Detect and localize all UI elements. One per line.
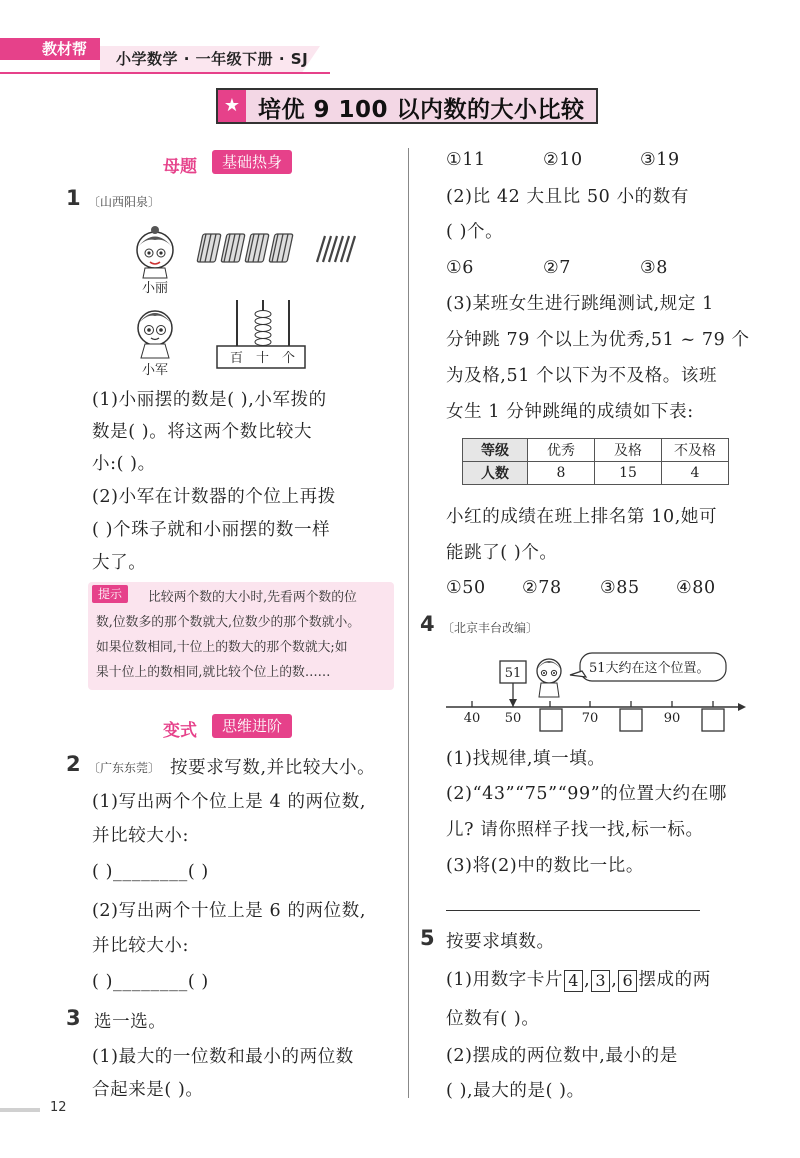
- section-pill-variant: 思维进阶: [212, 714, 292, 738]
- column-divider: [408, 148, 409, 1098]
- boy-icon: [138, 311, 172, 358]
- question-source-2: 〔广东东莞〕: [88, 761, 161, 775]
- q3-part3-line-4: 女生 1 分钟跳绳的成绩如下表:: [446, 402, 694, 422]
- q2-line-2: 并比较大小:: [92, 826, 189, 846]
- answer-box: [540, 709, 562, 731]
- q3-stem: 选一选。: [94, 1012, 167, 1032]
- q3-part2-line-1: (2)比 42 大且比 50 小的数有: [446, 187, 689, 207]
- q4-line-1: (1)找规律,填一填。: [446, 749, 606, 769]
- number-card: 6: [618, 970, 637, 992]
- q5-line-1-a: (1)用数字卡片: [446, 970, 564, 990]
- girl-icon: [137, 226, 173, 278]
- tick-label: 40: [463, 711, 481, 726]
- q1-line-6: 大了。: [92, 553, 147, 573]
- abacus-icon: [217, 300, 305, 368]
- abacus-label-ones: 个: [282, 351, 296, 366]
- q2-line-5: 并比较大小:: [92, 936, 189, 956]
- q1-line-1: (1)小丽摆的数是( ),小军拨的: [92, 390, 327, 410]
- q2-line-3: ( )________( ): [92, 862, 209, 882]
- q5-line-1-b: 摆成的两: [638, 970, 711, 990]
- table-cell: 15: [595, 462, 662, 485]
- q1-illustration: [125, 220, 365, 380]
- header-rule: [0, 72, 330, 74]
- number-card: 3: [591, 970, 610, 992]
- q5-line-1: (1)用数字卡片 4 , 3 , 6 摆成的两: [446, 970, 711, 990]
- q4-line-4: (3)将(2)中的数比一比。: [446, 856, 644, 876]
- q3-part3-line-2: 分钟跳 79 个以上为优秀,51 ~ 79 个: [446, 330, 750, 350]
- girl-icon: [537, 659, 561, 697]
- subject-label: 小学数学 · 一年级下册 · SJ: [116, 50, 309, 68]
- answer-box: [620, 709, 642, 731]
- q3-option-1-1: ①11: [446, 150, 486, 170]
- q1-line-3: 小:( )。: [92, 454, 156, 474]
- q1-line-5: ( )个珠子就和小丽摆的数一样: [92, 520, 331, 540]
- q3-line-2: 合起来是( )。: [92, 1080, 204, 1100]
- question-number-2: 2: [66, 752, 81, 776]
- stick-bundle-icon: [197, 234, 293, 262]
- q3-part2-line-2: ( )个。: [446, 222, 504, 242]
- q3-option-3-4: ④80: [676, 578, 716, 598]
- question-number-3: 3: [66, 1006, 81, 1030]
- brand-badge: 教材帮: [0, 38, 100, 60]
- q4-line-2: (2)“43”“75”“99”的位置大约在哪: [446, 784, 727, 804]
- section-main-basic: 母题: [163, 157, 197, 177]
- q2-stem: 按要求写数,并比较大小。: [170, 758, 376, 778]
- section-main-variant: 变式: [163, 721, 197, 741]
- table-header-cell: 等级: [463, 439, 528, 462]
- answer-line: [446, 910, 700, 911]
- q5-line-2: 位数有( )。: [446, 1009, 540, 1029]
- q3-option-2-1: ①6: [446, 258, 475, 278]
- table-cell: 4: [662, 462, 729, 485]
- girl-name: 小丽: [142, 281, 169, 296]
- q3-part3b-line-1: 小红的成绩在班上排名第 10,她可: [446, 507, 718, 527]
- question-source-1: 〔山西阳泉〕: [88, 195, 161, 209]
- speech-text: 51大约在这个位置。: [589, 661, 710, 676]
- tip-line-3: 如果位数相同,十位上的数大的那个数就大;如: [96, 640, 348, 655]
- question-number-4: 4: [420, 612, 435, 636]
- q3-option-2-3: ③8: [640, 258, 669, 278]
- q2-line-4: (2)写出两个十位上是 6 的两位数,: [92, 901, 367, 921]
- table-header-cell: 优秀: [528, 439, 595, 462]
- tip-label: 提示: [92, 585, 128, 603]
- tip-line-4: 果十位上的数相同,就比较个位上的数……: [96, 665, 331, 680]
- question-number-1: 1: [66, 186, 81, 210]
- table-header-cell: 及格: [595, 439, 662, 462]
- q1-line-4: (2)小军在计数器的个位上再拨: [92, 487, 336, 507]
- abacus-label-hundreds: 百: [230, 351, 244, 366]
- star-icon: ★: [218, 90, 246, 122]
- number-line: [440, 645, 750, 735]
- question-number-5: 5: [420, 926, 435, 950]
- q3-option-1-3: ③19: [640, 150, 680, 170]
- q3-option-3-2: ②78: [522, 578, 562, 598]
- marker-label: 51: [504, 666, 522, 681]
- table-row: [463, 439, 729, 462]
- q3-part3-line-1: (3)某班女生进行跳绳测试,规定 1: [446, 294, 714, 314]
- q2-line-1: (1)写出两个个位上是 4 的两位数,: [92, 792, 367, 812]
- q5-line-3: (2)摆成的两位数中,最小的是: [446, 1046, 678, 1066]
- tip-line-1: 比较两个数的大小时,先看两个数的位: [148, 590, 357, 605]
- table-header-cell: 不及格: [662, 439, 729, 462]
- tip-line-2: 数,位数多的那个数就大,位数少的那个数就小。: [96, 615, 361, 630]
- number-card: 4: [564, 970, 583, 992]
- q3-option-3-3: ③85: [600, 578, 640, 598]
- q3-option-1-2: ②10: [543, 150, 583, 170]
- single-sticks-icon: [317, 236, 355, 262]
- q5-stem: 按要求填数。: [446, 932, 555, 952]
- q3-part3b-line-2: 能跳了( )个。: [446, 543, 558, 563]
- axis-arrow-icon: [738, 703, 746, 711]
- table-row: [463, 462, 729, 485]
- q3-option-3-1: ①50: [446, 578, 486, 598]
- score-table: [462, 438, 729, 485]
- q4-line-3: 儿? 请你照样子找一找,标一标。: [446, 820, 704, 840]
- tick-label: 70: [581, 711, 599, 726]
- tick-label: 90: [663, 711, 681, 726]
- question-source-4: 〔北京丰台改编〕: [442, 621, 539, 635]
- q3-part3-line-3: 为及格,51 个以下为不及格。该班: [446, 366, 718, 386]
- boy-name: 小军: [142, 363, 169, 378]
- section-pill-basic: 基础热身: [212, 150, 292, 174]
- q2-line-6: ( )________( ): [92, 972, 209, 992]
- table-cell: 8: [528, 462, 595, 485]
- tick-label: 50: [504, 711, 522, 726]
- page-number: 12: [50, 1100, 67, 1115]
- answer-box: [702, 709, 724, 731]
- q5-line-4: ( ),最大的是( )。: [446, 1081, 585, 1101]
- table-cell: 人数: [463, 462, 528, 485]
- q1-line-2: 数是( )。将这两个数比较大: [92, 422, 313, 442]
- abacus-label-tens: 十: [256, 351, 270, 366]
- footer-rule: [0, 1108, 40, 1112]
- q3-line-1: (1)最大的一位数和最小的两位数: [92, 1047, 354, 1067]
- page-title: 培优 9 100 以内数的大小比较: [258, 97, 585, 123]
- q3-option-2-2: ②7: [543, 258, 572, 278]
